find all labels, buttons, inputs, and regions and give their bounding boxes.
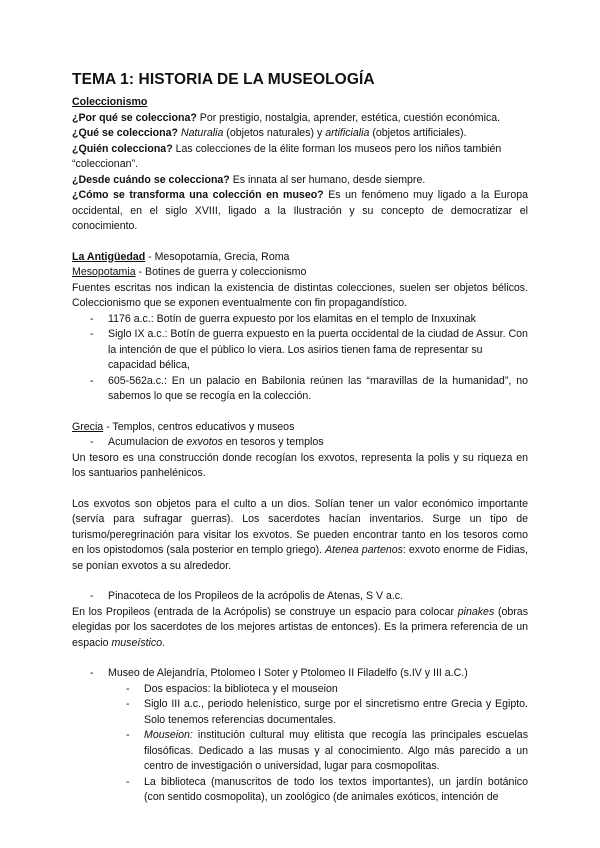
- dash-list: [72, 666, 528, 682]
- list-item: - Acumulacion de exvotos en tesoros y templos: [72, 435, 528, 451]
- nested-list-item: - Dos espacios: la biblioteca y el mouseion: [108, 682, 528, 698]
- paragraph: Fuentes escritas nos indican la existencia de distintas colecciones, suelen ser objetos bélicos. Coleccionismo que se exponen eventualmente con fin propagandístico.: [72, 281, 528, 309]
- qa-item: ¿Por qué se colecciona? Por prestigio, nostalgia, aprender, estética, cuestión económica.: [72, 111, 501, 124]
- paragraph: Un tesoro es una construcción donde recogían los exvotos, representa la polis y su riqueza en los santuarios panhelénicos.: [72, 451, 528, 479]
- dash-list: [72, 589, 528, 605]
- subsection-heading: Mesopotamia - Botines de guerra y coleccionismo: [72, 266, 307, 278]
- section-heading: Coleccionismo: [72, 96, 148, 108]
- page-title: TEMA 1: HISTORIA DE LA MUSEOLOGÍA: [72, 71, 375, 88]
- section-grecia: [72, 420, 528, 806]
- list-item: - 605-562a.c.: En un palacio en Babilonia reúnen las “maravillas de la humanidad”, no sabemos lo que se recogía en la colección.: [72, 374, 528, 405]
- nested-dash-list: [108, 682, 528, 806]
- nested-list-item: - Siglo III a.c., periodo helenístico, surge por el sincretismo entre Grecia y Egipto. Solo tenemos referencias documentales.: [108, 697, 528, 728]
- nested-list-item: - Mouseion: institución cultural muy elitista que recogía las principales escuelas filosóficas. Dedicado a las musas y al conocimiento. Algo más parecido a un centro de investigación o universidad, lugar para cosmopolitas.: [108, 728, 528, 775]
- qa-item: ¿Quién colecciona? Las colecciones de la élite forman los museos pero los niños también “coleccionan”.: [72, 142, 502, 170]
- nested-list-item: - La biblioteca (manuscritos de todo los textos importantes), un jardín botánico (con sentido cosmopolita), un zoológico (de animales exóticos, intención de: [108, 775, 528, 806]
- qa-item: ¿Desde cuándo se colecciona? Es innata al ser humano, desde siempre.: [72, 173, 426, 186]
- list-item: - 1176 a.c.: Botín de guerra expuesto por los elamitas en el templo de Inxuxinak: [72, 312, 528, 328]
- list-item: - Museo de Alejandría, Ptolomeo I Soter y Ptolomeo II Filadelfo (s.IV y III a.C.): [72, 666, 528, 682]
- paragraph: Los exvotos son objetos para el culto a un dios. Solían tener un valor económico importante (servía para sufragar guerras). Los sacerdotes hacían inventarios. Surge un tipo de turismo/peregrinación para visitar los exvotos. Se pueden encontrar tanto en los tesoros como en los opistodomos (sala posterior en templo griego). Atenea partenos: exvoto enorme de Fidias, se ponían exvotos a su alrededor.: [72, 497, 528, 572]
- paragraph: En los Propileos (entrada de la Acrópolis) se construye un espacio para colocar pinakes (obras elegidas por los sacerdotes de los mejores artistas de entonces). Es la primera referencia de un espacio museístico.: [72, 605, 528, 649]
- list-item: - Siglo IX a.c.: Botín de guerra expuesto en la puerta occidental de la ciudad de Assur. Con la intención de que el público lo viera. Los asirios tienen fama de representar su capacidad bélica,: [72, 327, 528, 374]
- dash-list: [72, 312, 528, 405]
- qa-item: ¿Cómo se transforma una colección en museo? Es un fenómeno muy ligado a la Europa occidental, en el siglo XVIII, ligado a la Ilustración y su concepto de democratizar el conocimiento.: [72, 189, 528, 232]
- list-item: - Pinacoteca de los Propileos de la acrópolis de Atenas, S V a.c.: [72, 589, 528, 605]
- section-heading: La Antigüedad - Mesopotamia, Grecia, Roma: [72, 250, 290, 263]
- document-body: [72, 70, 528, 806]
- subsection-heading: Grecia - Templos, centros educativos y museos: [72, 420, 295, 433]
- section-coleccionismo: [72, 95, 528, 235]
- section-antiguedad: [72, 250, 528, 405]
- dash-list: [72, 435, 528, 451]
- qa-item: ¿Qué se colecciona? Naturalia (objetos naturales) y artificialia (objetos artificiales).: [72, 127, 467, 139]
